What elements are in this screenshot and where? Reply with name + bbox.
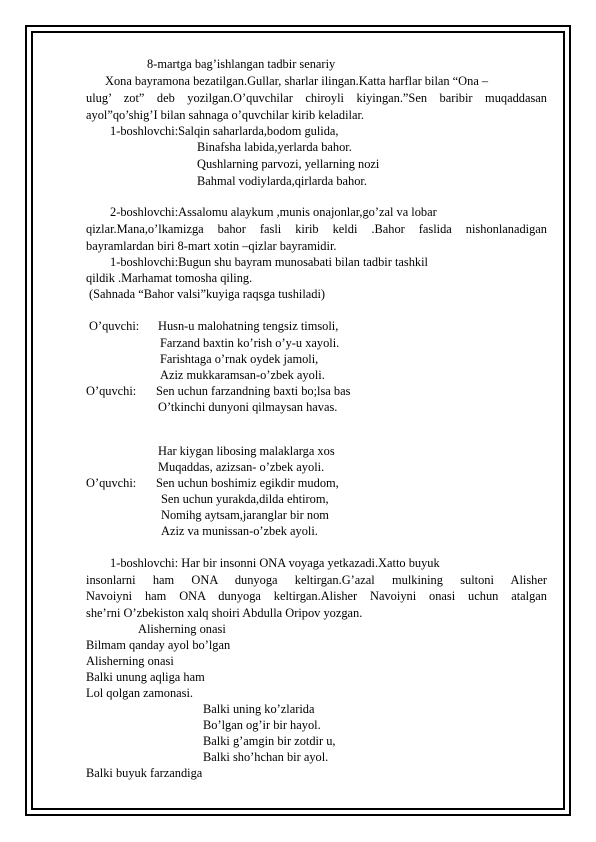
poem-line: Bilmam qanday ayol bo’lgan (86, 638, 231, 652)
poem-line: O’tkinchi dunyoni qilmaysan havas. (158, 400, 338, 414)
poem-line: Aziz mukkaramsan-o’zbek ayoli. (160, 368, 325, 382)
poem-line: Husn-u malohatning tengsiz timsoli, (158, 319, 339, 333)
poem-line: Balki g’amgin bir zotdir u, (203, 734, 336, 748)
poem-line: Alisherning onasi (86, 654, 174, 668)
host1-line (110, 123, 339, 139)
student-label: O’quvchi: (86, 384, 137, 398)
student-label: O’quvchi: (89, 319, 140, 333)
poem-line: Har kiygan libosing malaklarga xos (158, 444, 335, 458)
poem-line: Qushlarning parvozi, yellarning nozi (197, 157, 380, 171)
poem-line: Balki unung aqliga ham (86, 670, 205, 684)
host1-line: she’rni O’zbekiston xalq shoiri Abdulla Oripov yozgan. (86, 606, 363, 620)
intro-line: ulug’ zot” deb yozilgan.O’quvchilar chiroyli kiyingan.”Sen baribir muqaddasan (86, 91, 547, 105)
host2-line: qizlar.Mana,o’lkamizga bahor fasli kirib keldi .Bahor faslida nishonlanadigan (86, 222, 547, 236)
host1-line: insonlarni ham ONA dunyoga keltirgan.G’azal mulkining sultoni Alisher (86, 573, 547, 587)
document-title: 8-martga bag’ishlangan tadbir senariy (147, 57, 336, 71)
intro-line: Xona bayramona bezatilgan.Gullar, sharlar ilingan.Katta harflar bilan “Ona – (105, 74, 489, 88)
poem-title: Alisherning onasi (138, 622, 226, 636)
host1-line: Navoiyni ham ONA dunyoga keltirgan.Alisher Navoiyni onasi uchun atalgan (86, 589, 547, 603)
host2-line: bayramlardan biri 8-mart xotin –qizlar bayramidir. (86, 239, 337, 253)
poem-line: Farzand baxtin ko’rish o’y-u xayoli. (160, 336, 340, 350)
poem-line: Balki sho’hchan bir ayol. (203, 750, 329, 764)
student-label: O’quvchi: (86, 476, 137, 490)
host1-label: 1-boshlovchi: (110, 124, 179, 138)
poem-line: Aziz va munissan-o’zbek ayoli. (161, 524, 318, 538)
poem-line: Sen uchun yurakda,dilda ehtirom, (161, 492, 329, 506)
poem-line: Sen uchun farzandning baxti bo;lsa bas (156, 384, 351, 398)
poem-line: Lol qolgan zamonasi. (86, 686, 194, 700)
poem-line: Binafsha labida,yerlarda bahor. (197, 140, 352, 154)
poem-line: Nomihg aytsam,jaranglar bir nom (161, 508, 329, 522)
host1-text: Salqin saharlarda,bodom gulida, (178, 124, 339, 138)
host1-line: qildik .Marhamat tomosha qiling. (86, 271, 253, 285)
poem-line: Sen uchun boshimiz egikdir mudom, (156, 476, 339, 490)
poem-line: Balki buyuk farzandiga (86, 766, 203, 780)
poem-line: Balki uning ko’zlarida (203, 702, 315, 716)
host1-line: 1-boshlovchi:Bugun shu bayram munosabati bilan tadbir tashkil (110, 255, 428, 269)
stage-direction: (Sahnada “Bahor valsi”kuyiga raqsga tushiladi) (89, 287, 326, 301)
poem-line: Muqaddas, azizsan- o’zbek ayoli. (158, 460, 325, 474)
poem-line: Bo’lgan og’ir bir hayol. (203, 718, 321, 732)
host1-line: 1-boshlovchi: Har bir insonni ONA voyaga yetkazadi.Xatto buyuk (110, 556, 440, 570)
host2-line: 2-boshlovchi:Assalomu alaykum ,munis onajonlar,go’zal va lobar (110, 205, 437, 219)
poem-line: Bahmal vodiylarda,qirlarda bahor. (197, 174, 367, 188)
intro-line: ayol”qo’shig’I bilan sahnaga o’quvchilar kirib keladilar. (86, 108, 365, 122)
poem-line: Farishtaga o’rnak oydek jamoli, (160, 352, 319, 366)
